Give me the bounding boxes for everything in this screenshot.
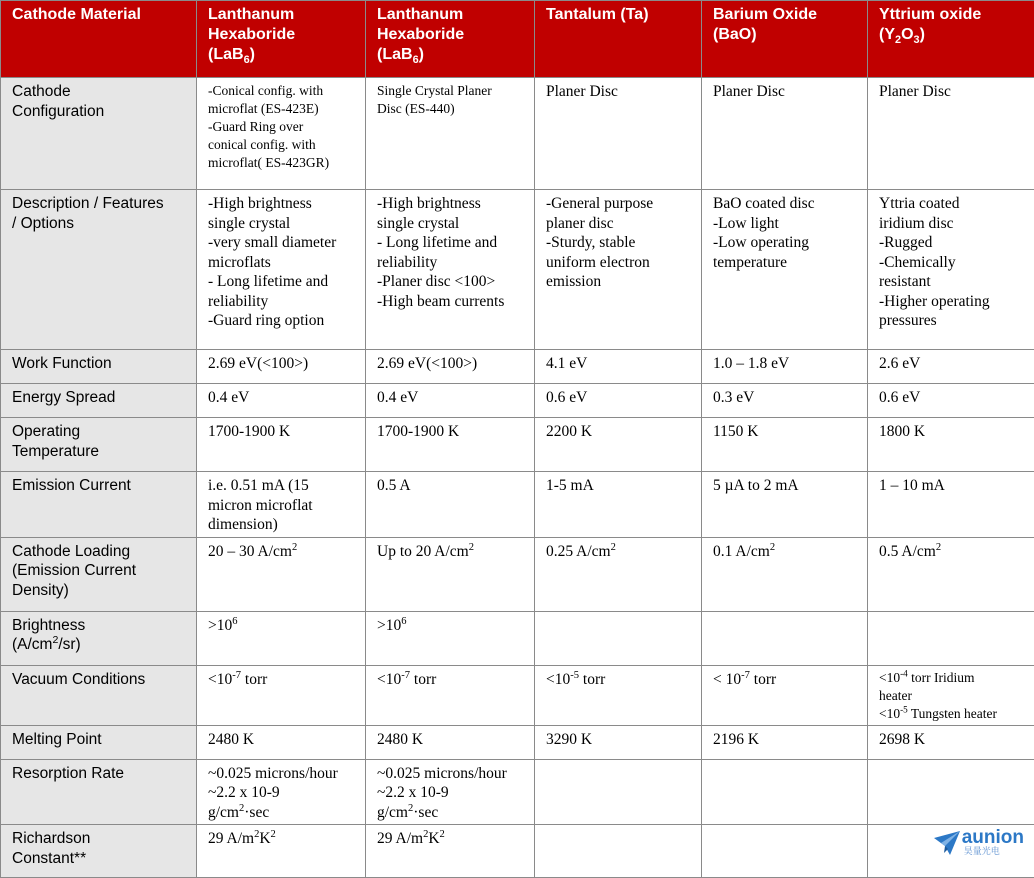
table-cell: 1.0 – 1.8 eV bbox=[702, 350, 868, 384]
table-cell: 0.4 eV bbox=[366, 384, 535, 418]
table-cell: $<10^{-4}$ torr Iridium heater $<10^{-5}$ Tungsten heater bbox=[868, 665, 1034, 725]
table-cell: $<10^{-7}$ torr bbox=[197, 665, 366, 725]
row-label-brightness: Brightness $(A/cm^2/sr)$ bbox=[1, 611, 197, 665]
table-row bbox=[1, 78, 1034, 190]
table-cell bbox=[702, 759, 868, 825]
header-row bbox=[1, 1, 1034, 78]
paper-plane-icon bbox=[932, 828, 962, 858]
header-lab6-crystal: Lanthanum Hexaboride (LaB$_6$) bbox=[366, 1, 535, 78]
table-cell: -High brightness single crystal -very small diameter microflats - Long lifetime and reliability -Guard ring option bbox=[197, 190, 366, 350]
table-cell: 2.69 eV(<100>) bbox=[366, 350, 535, 384]
table-cell bbox=[535, 611, 702, 665]
header-tantalum: Tantalum (Ta) bbox=[535, 1, 702, 78]
table-cell: 1-5 mA bbox=[535, 472, 702, 538]
table-cell: 0.4 eV bbox=[197, 384, 366, 418]
table-row bbox=[1, 759, 1034, 825]
table-cell: $<10^{-7}$ torr bbox=[366, 665, 535, 725]
row-label-configuration: Cathode Configuration bbox=[1, 78, 197, 190]
table-cell: Single Crystal Planer Disc (ES-440) bbox=[366, 78, 535, 190]
table-cell: 3290 K bbox=[535, 725, 702, 759]
table-cell: 0.6 eV bbox=[535, 384, 702, 418]
table-cell: Planer Disc bbox=[702, 78, 868, 190]
table-cell: 1150 K bbox=[702, 418, 868, 472]
table-cell bbox=[535, 759, 702, 825]
table-cell bbox=[535, 825, 702, 878]
row-label-vacuum-conditions: Vacuum Conditions bbox=[1, 665, 197, 725]
table-cell: 2196 K bbox=[702, 725, 868, 759]
table-row bbox=[1, 384, 1034, 418]
table-cell: Planer Disc bbox=[868, 78, 1034, 190]
table-cell: 2698 K bbox=[868, 725, 1034, 759]
row-label-cathode-loading: Cathode Loading (Emission Current Density) bbox=[1, 537, 197, 611]
header-barium-oxide: Barium Oxide (BaO) bbox=[702, 1, 868, 78]
logo-subtitle: 昊量光电 bbox=[962, 847, 1024, 858]
table-cell: $<10^{-5}$ torr bbox=[535, 665, 702, 725]
row-label-description: Description / Features / Options bbox=[1, 190, 197, 350]
table-cell: 29 $A/m^2K^2$ bbox=[197, 825, 366, 878]
aunion-logo bbox=[932, 828, 1024, 858]
header-cathode-material: Cathode Material bbox=[1, 1, 197, 78]
table-cell: 1700-1900 K bbox=[366, 418, 535, 472]
table-row bbox=[1, 350, 1034, 384]
row-label-operating-temperature: Operating Temperature bbox=[1, 418, 197, 472]
table-cell: 0.25 $A/cm^2$ bbox=[535, 537, 702, 611]
table-cell: 0.5 A bbox=[366, 472, 535, 538]
table-cell bbox=[868, 611, 1034, 665]
table-row bbox=[1, 725, 1034, 759]
row-label-melting-point: Melting Point bbox=[1, 725, 197, 759]
table-cell bbox=[702, 825, 868, 878]
table-cell: Yttria coated iridium disc -Rugged -Chemically resistant -Higher operating pressures bbox=[868, 190, 1034, 350]
table-row bbox=[1, 418, 1034, 472]
table-row bbox=[1, 665, 1034, 725]
table-row bbox=[1, 190, 1034, 350]
row-label-energy-spread: Energy Spread bbox=[1, 384, 197, 418]
table-cell: -General purpose planer disc -Sturdy, stable uniform electron emission bbox=[535, 190, 702, 350]
header-lab6-conical: Lanthanum Hexaboride (LaB$_6$) bbox=[197, 1, 366, 78]
table-cell: 20 – 30 $A/cm^2$ bbox=[197, 537, 366, 611]
table-cell: $>10^6$ bbox=[366, 611, 535, 665]
table-cell: 2.69 eV(<100>) bbox=[197, 350, 366, 384]
table-cell: -Conical config. with microflat (ES-423E) -Guard Ring over conical config. with microflat( ES-423GR) bbox=[197, 78, 366, 190]
logo-name: aunion bbox=[962, 829, 1024, 847]
table-cell: 2200 K bbox=[535, 418, 702, 472]
table-cell: Up to 20 $A/cm^2$ bbox=[366, 537, 535, 611]
table-cell: 4.1 eV bbox=[535, 350, 702, 384]
table-cell: -High brightness single crystal - Long lifetime and reliability -Planer disc <100> -High beam currents bbox=[366, 190, 535, 350]
table-cell: 1800 K bbox=[868, 418, 1034, 472]
row-label-work-function: Work Function bbox=[1, 350, 197, 384]
table-cell: ~0.025 microns/hour ~2.2 x 10-9 $g/cm^2\cdot\sec$ bbox=[197, 759, 366, 825]
table-cell: BaO coated disc -Low light -Low operating temperature bbox=[702, 190, 868, 350]
table-cell: $>10^6$ bbox=[197, 611, 366, 665]
table-cell: < $10^{-7}$ torr bbox=[702, 665, 868, 725]
table-row bbox=[1, 825, 1034, 878]
table-cell: 2480 K bbox=[197, 725, 366, 759]
table-row bbox=[1, 611, 1034, 665]
table-cell: 0.5 $A/cm^2$ bbox=[868, 537, 1034, 611]
table-cell: i.e. 0.51 mA (15 micron microflat dimension) bbox=[197, 472, 366, 538]
table-cell: 5 µA to 2 mA bbox=[702, 472, 868, 538]
table-row bbox=[1, 472, 1034, 538]
table-cell: 29 $A/m^2K^2$ bbox=[366, 825, 535, 878]
table-cell: ~0.025 microns/hour ~2.2 x 10-9 $g/cm^2\cdot\sec$ bbox=[366, 759, 535, 825]
table-cell: Planer Disc bbox=[535, 78, 702, 190]
table-row bbox=[1, 537, 1034, 611]
header-yttrium-oxide: Yttrium oxide $(Y_2O_3)$ bbox=[868, 1, 1034, 78]
table-cell bbox=[868, 759, 1034, 825]
row-label-richardson-constant: Richardson Constant** bbox=[1, 825, 197, 878]
table-cell: 2.6 eV bbox=[868, 350, 1034, 384]
table-cell: 0.6 eV bbox=[868, 384, 1034, 418]
row-label-resorption-rate: Resorption Rate bbox=[1, 759, 197, 825]
row-label-emission-current: Emission Current bbox=[1, 472, 197, 538]
table-cell: 0.1 $A/cm^2$ bbox=[702, 537, 868, 611]
table-cell bbox=[702, 611, 868, 665]
table-cell: 0.3 eV bbox=[702, 384, 868, 418]
table-cell: 2480 K bbox=[366, 725, 535, 759]
table-cell: 1700-1900 K bbox=[197, 418, 366, 472]
table-cell: 1 – 10 mA bbox=[868, 472, 1034, 538]
